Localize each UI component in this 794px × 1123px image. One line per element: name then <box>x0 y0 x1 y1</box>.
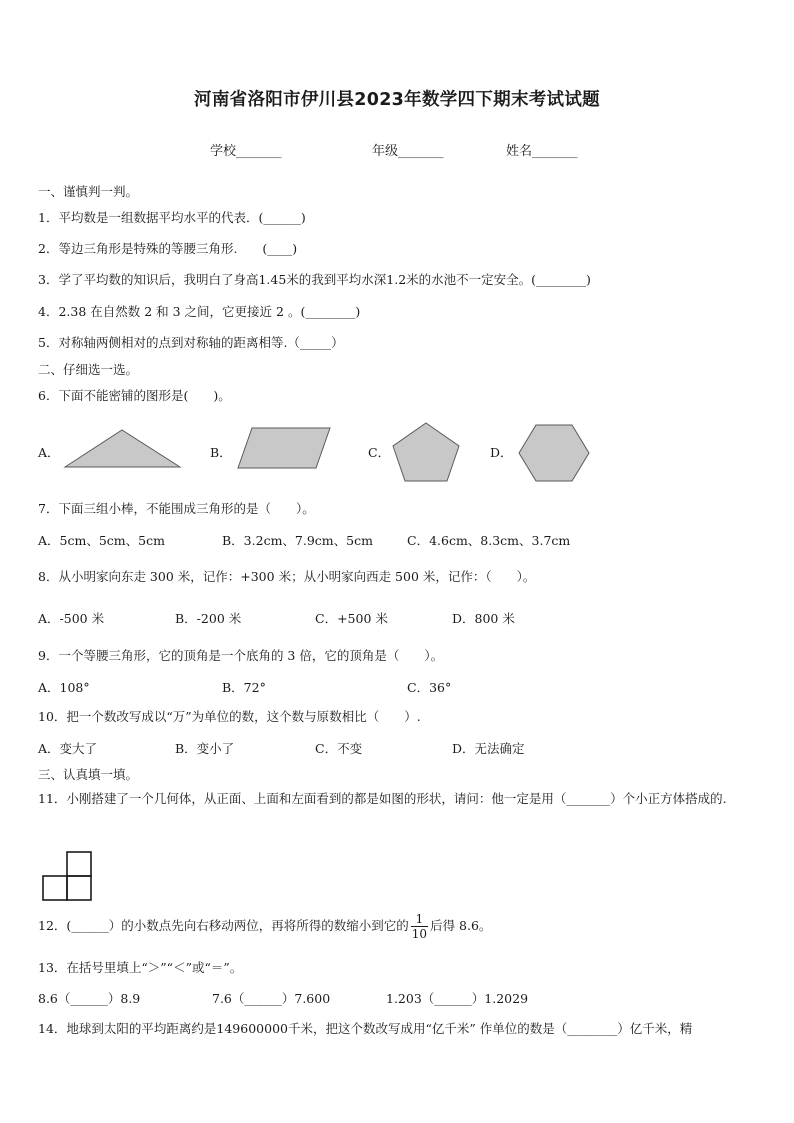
q12-text-before: 12．(______）的小数点先向右移动两位，再将所得的数缩小到它的 <box>38 918 409 933</box>
fraction-numerator: 1 <box>411 912 428 927</box>
parallelogram-shape <box>234 424 334 472</box>
question-14: 14．地球到太阳的平均距离约是149600000千米，把这个数改写成用“亿千米” 作单位的数是（________）亿千米，精 <box>38 1021 693 1036</box>
q8-option-c: C．+500 米 <box>315 611 388 626</box>
question-12 <box>38 912 491 941</box>
section-heading-3: 三、认真填一填。 <box>38 767 139 782</box>
fraction-one-tenth <box>411 912 428 941</box>
cube-view-figure <box>42 851 96 903</box>
fraction-denominator: 10 <box>411 927 428 941</box>
grade-field: 年级_______ <box>372 144 444 159</box>
q6-option-b-label: B． <box>210 445 232 460</box>
question-2: 2．等边三角形是特殊的等腰三角形. (____) <box>38 241 298 256</box>
question-6: 6．下面不能密铺的图形是( )。 <box>38 388 231 403</box>
question-11: 11．小刚搭建了一个几何体，从正面、上面和左面看到的都是如图的形状，请问：他一定是用（_______）个小正方体搭成的. <box>38 791 727 806</box>
q9-option-a: A．108° <box>38 680 90 695</box>
q13-item-b: 7.6（______）7.600 <box>212 991 331 1006</box>
page-title: 河南省洛阳市伊川县2023年数学四下期末考试试题 <box>194 90 600 110</box>
q8-option-d: D．800 米 <box>452 611 515 626</box>
q12-text-after: 后得 8.6。 <box>430 918 492 933</box>
q8-option-b: B．-200 米 <box>175 611 242 626</box>
q6-option-d-label: D． <box>490 445 513 460</box>
q13-item-c: 1.203（______）1.2029 <box>386 991 529 1006</box>
question-5: 5．对称轴两侧相对的点到对称轴的距离相等.（_____） <box>38 335 344 350</box>
question-1: 1．平均数是一组数据平均水平的代表．(______) <box>38 210 306 225</box>
q7-option-a: A．5cm、5cm、5cm <box>38 533 165 548</box>
section-heading-2: 二、仔细选一选。 <box>38 362 139 377</box>
q10-option-c: C．不变 <box>315 741 363 756</box>
q8-option-a: A．-500 米 <box>38 611 105 626</box>
name-field: 姓名_______ <box>506 144 578 159</box>
q7-option-c: C．4.6cm、8.3cm、3.7cm <box>407 533 571 548</box>
question-7: 7．下面三组小棒，不能围成三角形的是（ ）。 <box>38 501 315 516</box>
q13-item-a: 8.6（______）8.9 <box>38 991 141 1006</box>
section-heading-1: 一、谨慎判一判。 <box>38 184 139 199</box>
triangle-shape <box>60 425 185 470</box>
q10-option-a: A．变大了 <box>38 741 98 756</box>
q6-option-c-label: C． <box>368 445 391 460</box>
question-10: 10．把一个数改写成以“万”为单位的数，这个数与原数相比（ ）. <box>38 709 421 724</box>
q10-option-d: D．无法确定 <box>452 741 525 756</box>
question-9: 9．一个等腰三角形，它的顶角是一个底角的 3 倍，它的顶角是（ ）。 <box>38 648 444 663</box>
pentagon-shape <box>390 420 462 484</box>
question-13: 13．在括号里填上“＞”“＜”或“＝”。 <box>38 960 243 975</box>
hexagon-shape <box>516 422 592 484</box>
q10-option-b: B．变小了 <box>175 741 235 756</box>
question-4: 4．2.38 在自然数 2 和 3 之间，它更接近 2 。(________) <box>38 304 361 319</box>
question-8: 8．从小明家向东走 300 米，记作：+300 米；从小明家向西走 500 米，记作：（ ）。 <box>38 569 536 584</box>
q9-option-c: C．36° <box>407 680 452 695</box>
school-field: 学校_______ <box>210 144 282 159</box>
q6-option-a-label: A． <box>38 445 60 460</box>
q7-option-b: B．3.2cm、7.9cm、5cm <box>222 533 373 548</box>
q9-option-b: B．72° <box>222 680 266 695</box>
question-3: 3．学了平均数的知识后，我明白了身高1.45米的我到平均水深1.2米的水池不一定安全。(________) <box>38 272 591 287</box>
